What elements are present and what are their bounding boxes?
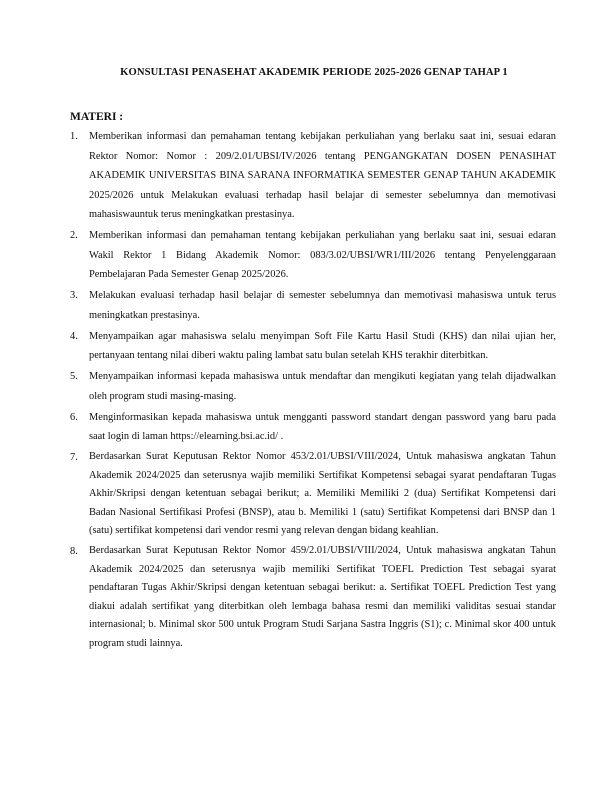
item-number: 8. bbox=[70, 546, 78, 557]
item-text: Berdasarkan Surat Keputusan Rektor Nomor 459/2.01/UBSI/VIII/2024, Untuk mahasiswa angkatan Tahun Akademik 2024/2025 dan seterusnya wajib memiliki Sertifikat TOEFL Prediction Test sebagai syarat pendaftaran Tugas Akhir/Skripsi dengan ketentuan sebagai berikut: a. Sertifikat TOEFL Prediction Test yang diakui adalah sertifikat yang diterbitkan oleh lembaga bahasa resmi dan memiliki validitas sesuai standar internasional; b. Minimal skor 500 untuk Program Studi Sarjana Sastra Inggris (S1); c. Minimal skor 400 untuk program studi lainnya. bbox=[89, 545, 556, 649]
item-text: Menginformasikan kepada mahasiswa untuk mengganti password standart dengan password yang baru pada saat login di laman https://elearning.bsi.ac.id/ . bbox=[89, 411, 556, 442]
item-number: 1. bbox=[70, 131, 78, 142]
list-item bbox=[70, 408, 556, 447]
list-item bbox=[70, 327, 556, 366]
item-number: 3. bbox=[70, 290, 78, 301]
materi-list bbox=[70, 127, 556, 653]
section-heading: MATERI : bbox=[70, 111, 124, 123]
item-text: Melakukan evaluasi terhadap hasil belajar di semester sebelumnya dan memotivasi mahasiswa untuk terus meningkatkan prestasinya. bbox=[89, 290, 556, 321]
item-text: Memberikan informasi dan pemahaman tentang kebijakan perkuliahan yang berlaku saat ini, sesuai edaran Wakil Rektor 1 Bidang Akademik Nomor: 083/3.02/UBSI/WR1/III/2026 tentang Penyelenggaraan Pembelajaran Pada Semester Genap 2025/2026. bbox=[89, 230, 556, 280]
item-text: Menyampaikan agar mahasiswa selalu menyimpan Soft File Kartu Hasil Studi (KHS) dan nilai ujian her, pertanyaan tentang nilai diberi waktu paling lambat satu bulan setelah KHS terakhir diterbitkan. bbox=[89, 330, 556, 361]
list-item bbox=[70, 448, 556, 541]
item-number: 2. bbox=[70, 230, 78, 241]
list-item bbox=[70, 367, 556, 406]
item-number: 5. bbox=[70, 371, 78, 382]
document-title: KONSULTASI PENASEHAT AKADEMIK PERIODE 2025-2026 GENAP TAHAP 1 bbox=[120, 67, 508, 78]
list-item bbox=[70, 286, 556, 325]
list-item bbox=[70, 127, 556, 225]
item-number: 4. bbox=[70, 330, 78, 342]
item-number: 7. bbox=[70, 452, 78, 463]
item-text: Memberikan informasi dan pemahaman tentang kebijakan perkuliahan yang berlaku saat ini, sesuai edaran Rektor Nomor: Nomor : 209/2.01/UBSI/IV/2026 tentang PENGANGKATAN DOSEN PENASIHAT AKADEMIK UNIVERSITAS BINA SARANA INFORMATIKA SEMESTER GENAP TAHUN AKADEMIK 2025/2026 untuk Melakukan evaluasi terhadap hasil belajar di semester sebelumnya dan memotivasi mahasiswauntuk terus meningkatkan prestasinya. bbox=[89, 131, 556, 220]
list-item bbox=[70, 542, 556, 653]
list-item bbox=[70, 226, 556, 285]
item-text: Berdasarkan Surat Keputusan Rektor Nomor 453/2.01/UBSI/VIII/2024, Untuk mahasiswa angkatan Tahun Akademik 2024/2025 dan seterusnya wajib memiliki Sertifikat Kompetensi sebagai syarat pendaftaran Tugas Akhir/Skripsi dengan ketentuan sebagai berikut; a. Memiliki Memiliki 2 (dua) Sertifikat Kompetensi dari Badan Nasional Sertifikasi Profesi (BNSP), atau b. Memiliki 1 (satu) Sertifikat Kompetensi dari BNSP dan 1 (satu) sertifikat kompetensi dari vendor resmi yang relevan dengan bidang keahlian. bbox=[89, 451, 556, 536]
item-number: 6. bbox=[70, 411, 78, 423]
item-text: Menyampaikan informasi kepada mahasiswa untuk mendaftar dan mengikuti kegiatan yang telah dijadwalkan oleh program studi masing-masing. bbox=[89, 371, 556, 402]
